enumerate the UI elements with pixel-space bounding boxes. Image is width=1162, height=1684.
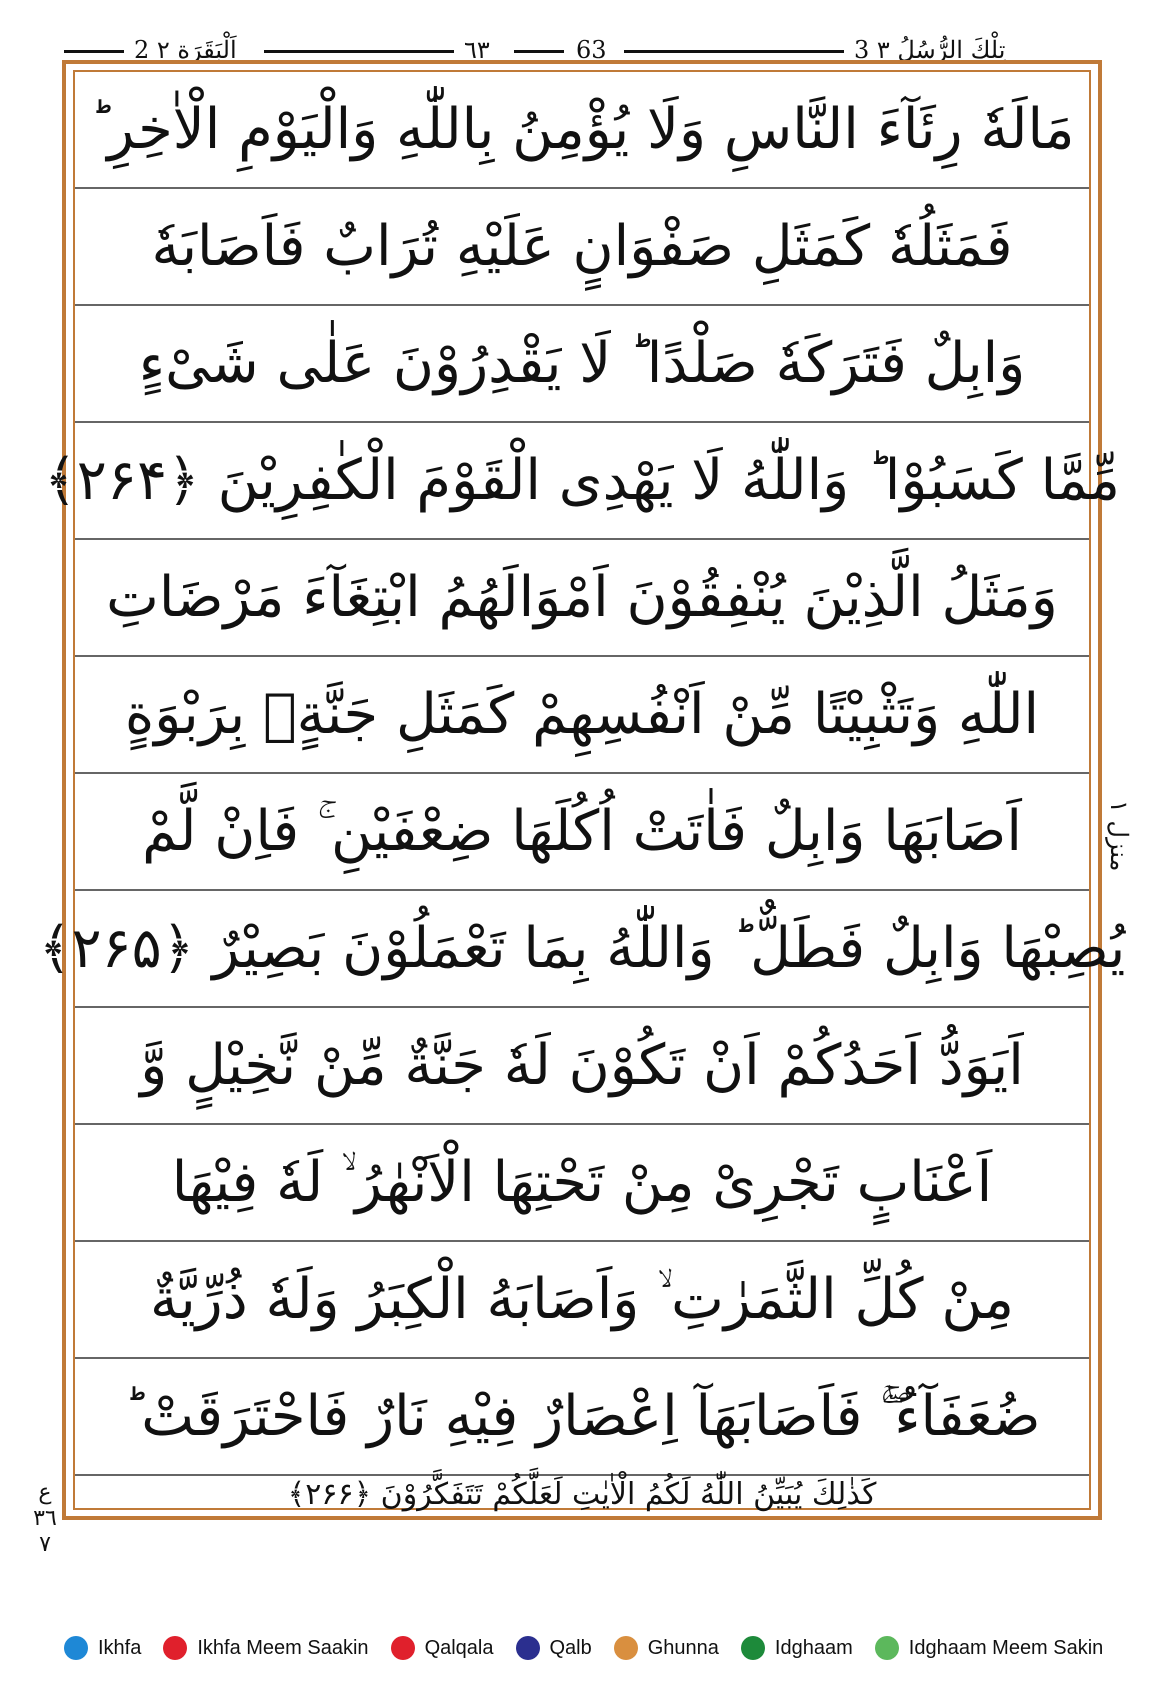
quran-line-5: وَمَثَلُ الَّذِيْنَ يُنْفِقُوْنَ اَمْوَالَهُمُ ابْتِغَآءَ مَرْضَاتِ — [75, 540, 1089, 657]
quran-line-9: اَيَوَدُّ اَحَدُكُمْ اَنْ تَكُوْنَ لَهٗ جَنَّةٌ مِّنْ نَّخِيْلٍ وَّ — [75, 1008, 1089, 1125]
legend-label: Ikhfa — [98, 1636, 142, 1659]
header-rule — [64, 50, 124, 53]
legend-item-ghunna — [614, 1636, 719, 1660]
color-dot-icon — [163, 1636, 187, 1660]
quran-line-4: مِّمَّا كَسَبُوْا ؕ وَاللّٰهُ لَا يَهْدِى الْقَوْمَ الْكٰفِرِيْنَ ﴿۲۶۴﴾ — [75, 423, 1089, 540]
tajweed-legend — [64, 1632, 1125, 1664]
legend-item-ikhfa-meem-saakin — [163, 1636, 368, 1660]
color-dot-icon — [614, 1636, 638, 1660]
legend-label: Idghaam — [774, 1636, 853, 1659]
legend-item-idghaam-meem-sakin — [875, 1636, 1104, 1660]
color-dot-icon — [516, 1636, 540, 1660]
quran-line-7: اَصَابَهَا وَابِلٌ فَاٰتَتْ اُكُلَهَا ضِعْفَيْنِ ۚ فَاِنْ لَّمْ — [75, 774, 1089, 891]
legend-label: Ikhfa Meem Saakin — [197, 1636, 369, 1659]
header-juz-name: 3 تِلْكَ الرُّسُلُ ٣ — [854, 36, 1006, 64]
legend-item-idghaam — [741, 1636, 853, 1660]
legend-label: Qalqala — [424, 1636, 494, 1659]
header-rule — [624, 50, 844, 53]
legend-item-ikhfa — [64, 1636, 141, 1660]
legend-label: Qalb — [549, 1636, 592, 1659]
header-page-arabic: ٦٣ — [464, 36, 490, 64]
quran-line-2: فَمَثَلُهٗ كَمَثَلِ صَفْوَانٍ عَلَيْهِ تُرَابٌ فَاَصَابَهٗ — [75, 189, 1089, 306]
ruku-marker: ع ٣٦ ٧ — [33, 1480, 57, 1557]
legend-label: Idghaam Meem Sakin — [908, 1636, 1104, 1659]
color-dot-icon — [391, 1636, 415, 1660]
quran-line-8: يُصِبْهَا وَابِلٌ فَطَلٌّ ؕ وَاللّٰهُ بِمَا تَعْمَلُوْنَ بَصِيْرٌ ﴿۲۶۵﴾ — [75, 891, 1089, 1008]
color-dot-icon — [64, 1636, 88, 1660]
manzil-marker: منزل ١ — [1105, 800, 1133, 872]
header-rule — [264, 50, 454, 53]
legend-label: Ghunna — [647, 1636, 719, 1659]
header-page-number: 63 — [576, 36, 607, 64]
legend-item-qalb — [516, 1636, 592, 1660]
color-dot-icon — [875, 1636, 899, 1660]
quran-line-10: اَعْنَابٍ تَجْرِىْ مِنْ تَحْتِهَا الْاَنْهٰرُ ۙ لَهٗ فِيْهَا — [75, 1125, 1089, 1242]
quran-line-6: اللّٰهِ وَتَثْبِيْتًا مِّنْ اَنْفُسِهِمْ كَمَثَلِ جَنَّةٍۢ بِرَبْوَةٍ — [75, 657, 1089, 774]
quran-line-13: كَذٰلِكَ يُبَيِّنُ اللّٰهُ لَكُمُ الْاٰيٰتِ لَعَلَّكُمْ تَتَفَكَّرُوْنَ ﴿۲۶۶﴾ — [287, 1477, 877, 1512]
legend-item-qalqala — [391, 1636, 494, 1660]
color-dot-icon — [741, 1636, 765, 1660]
quran-line-12: ضُعَفَآءُ ۖۚ فَاَصَابَهَآ اِعْصَارٌ فِيْهِ نَارٌ فَاحْتَرَقَتْ ؕ — [75, 1359, 1089, 1476]
header-rule — [514, 50, 564, 53]
quran-line-1: مَالَهٗ رِئَآءَ النَّاسِ وَلَا يُؤْمِنُ بِاللّٰهِ وَالْيَوْمِ الْاٰخِرِ ؕ — [75, 72, 1089, 189]
header-surah-name: 2 اَلْبَقَرَة ٢ — [134, 36, 237, 64]
quran-line-3: وَابِلٌ فَتَرَكَهٗ صَلْدًا ؕ لَا يَقْدِرُوْنَ عَلٰى شَیْءٍ — [75, 306, 1089, 423]
quran-line-11: مِنْ كُلِّ الثَّمَرٰتِ ۙ وَاَصَابَهُ الْكِبَرُ وَلَهٗ ذُرِّيَّةٌ — [75, 1242, 1089, 1359]
